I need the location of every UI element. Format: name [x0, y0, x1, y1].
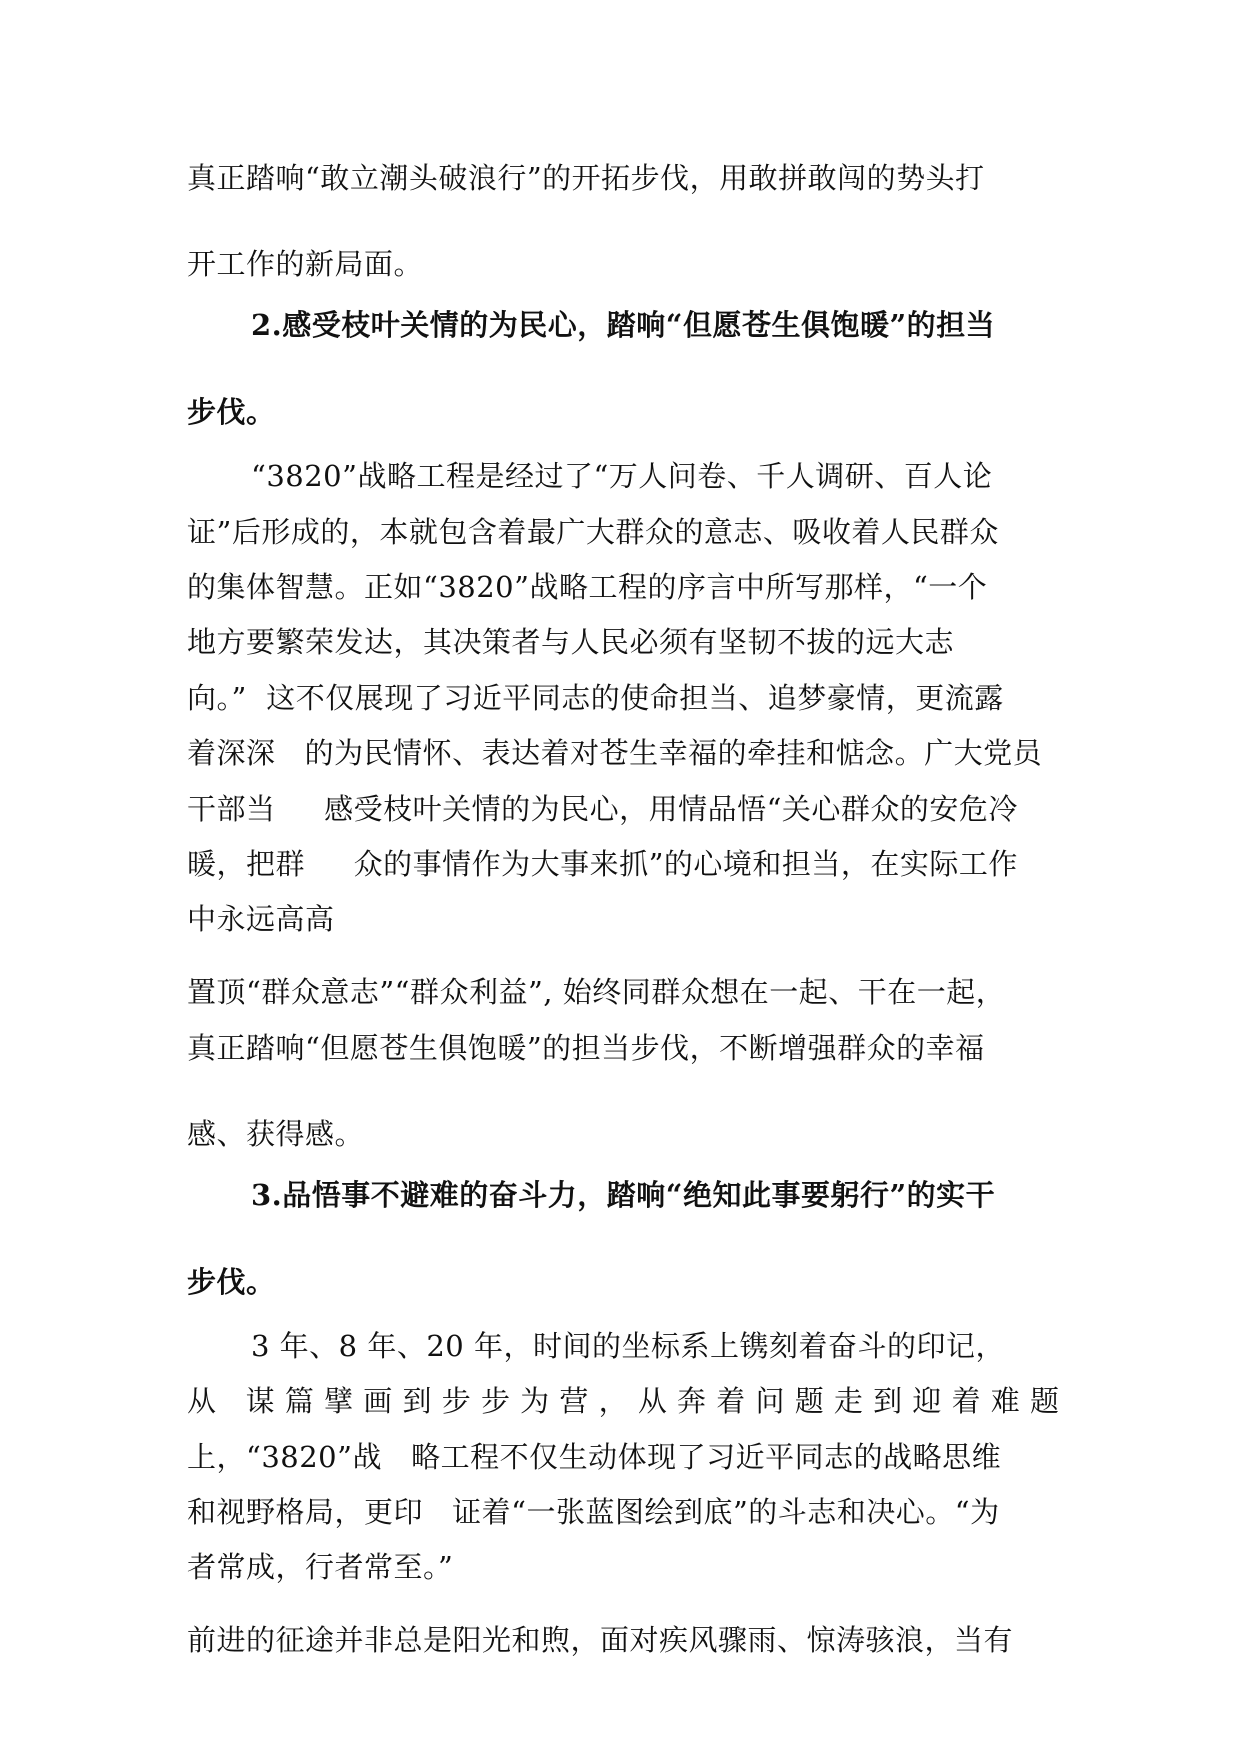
- body-text-line: 3 年、8 年、20 年，时间的坐标系上镌刻着奋斗的印记，: [251, 1329, 1005, 1363]
- body-text-line: 者常成，行者常至。”: [187, 1550, 454, 1584]
- body-text-line: 地方要繁荣发达，其决策者与人民必须有坚韧不拔的远大志: [187, 625, 955, 659]
- body-text-line: 从 谋 篇 擘 画 到 步 步 为 营 ， 从 奔 着 问 题 走 到 迎 着 难 题: [187, 1384, 1060, 1418]
- body-text-line: 感、获得感。: [187, 1117, 365, 1151]
- body-text-line: 上，“3820”战 略工程不仅生动体现了习近平同志的战略思维: [187, 1440, 1002, 1474]
- body-text-line: 真正踏响“但愿苍生俱饱暖”的担当步伐，不断增强群众的幸福: [187, 1031, 985, 1065]
- section-heading: 2.感受枝叶关情的为民心，踏响“但愿苍生俱饱暖”的担当: [251, 308, 996, 342]
- body-text-line: 暖，把群 众的事情作为大事来抓”的心境和担当，在实际工作: [187, 847, 1018, 881]
- body-text-line: 干部当 感受枝叶关情的为民心，用情品悟“关心群众的安危冷: [187, 792, 1018, 826]
- body-text-line: 中永远高高: [187, 902, 335, 936]
- body-text-line: 着深深 的为民情怀、表达着对苍生幸福的牵挂和惦念。广大党员: [187, 736, 1043, 770]
- body-text-line: 和视野格局，更印 证着“一张蓝图绘到底”的斗志和决心。“为: [187, 1495, 1000, 1529]
- body-text-line: 置顶“群众意志”“群众利益”, 始终同群众想在一起、干在一起，: [187, 975, 1006, 1009]
- body-text-line: “3820”战略工程是经过了“万人问卷、千人调研、百人论: [251, 459, 993, 493]
- body-text-line: 证”后形成的，本就包含着最广大群众的意志、吸收着人民群众: [187, 515, 999, 549]
- body-text-line: 的集体智慧。正如“3820”战略工程的序言中所写那样，“一个: [187, 570, 988, 604]
- body-text-line: 开工作的新局面。: [187, 247, 424, 281]
- body-text-line: 前进的征途并非总是阳光和煦，面对疾风骤雨、惊涛骇浪，当有: [187, 1623, 1014, 1657]
- section-heading-continued: 步伐。: [187, 395, 276, 429]
- section-heading-continued: 步伐。: [187, 1265, 276, 1299]
- section-heading: 3.品悟事不避难的奋斗力，踏响“绝知此事要躬行”的实干: [251, 1178, 996, 1212]
- body-text-line: 真正踏响“敢立潮头破浪行”的开拓步伐，用敢拼敢闯的势头打: [187, 161, 985, 195]
- body-text-line: 向。” 这不仅展现了习近平同志的使命担当、追梦豪情，更流露: [187, 681, 1004, 715]
